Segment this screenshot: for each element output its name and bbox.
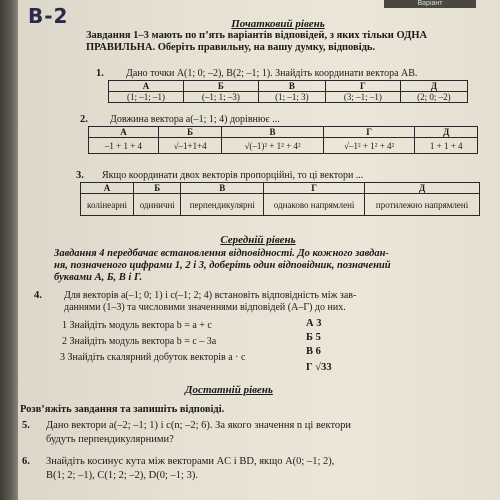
q4-text-line1: Для векторів a(–1; 0; 1) і c(–1; 2; 4) встановіть відповідність між зав- <box>64 290 357 301</box>
q2-header-a: А <box>89 127 159 138</box>
level3-instruction: Розв’яжіть завдання та запишіть відповіді. <box>20 404 225 415</box>
q5-number: 5. <box>22 420 30 431</box>
q3-answer-v[interactable]: перпендикулярні <box>181 194 264 216</box>
level1-instruction-line2: ПРАВИЛЬНА. Оберіть правильну, на вашу думку, відповідь. <box>86 42 376 53</box>
worksheet-page <box>18 0 500 500</box>
q1-header-b: Б <box>183 81 258 92</box>
q6-text-line1: Знайдіть косинус кута між векторами AC і BD, якщо A(0; –1; 2), <box>46 456 335 467</box>
q1-answer-table <box>108 80 468 103</box>
q1-number: 1. <box>96 68 104 79</box>
q2-answer-a[interactable]: –1 + 1 + 4 <box>89 138 159 154</box>
q6-text-line2: B(1; 2; –1), C(1; 2; –2), D(0; –1; 3). <box>46 470 198 481</box>
level2-instruction-line2: ня, позначеного цифрами 1, 2 і 3, доберіть один відповідник, позначений <box>54 260 391 271</box>
top-tag: Варіант <box>384 0 476 8</box>
variant-label: В-2 <box>28 4 69 28</box>
q1-answer-b[interactable]: (–1; 1; –3) <box>183 92 258 103</box>
q2-header-v: В <box>222 127 324 138</box>
page-edge-shadow <box>0 0 18 500</box>
q3-text: Якщо координати двох векторів пропорційні, то ці вектори ... <box>102 170 364 181</box>
level2-title: Середній рівень <box>220 234 296 246</box>
q2-header-h: Г <box>323 127 415 138</box>
level2-instruction-line3: буквами А, Б, В і Г. <box>54 272 143 283</box>
q3-header-h: Г <box>264 183 365 194</box>
q1-text: Дано точки A(1; 0; –2), B(2; –1; 1). Знайдіть координати вектора AB. <box>126 68 418 79</box>
q3-answer-d[interactable]: протилежно напрямлені <box>365 194 480 216</box>
q4-option-h[interactable]: Г √33 <box>306 362 332 373</box>
q2-answer-b[interactable]: √–1+1+4 <box>158 138 221 154</box>
q1-answer-v[interactable]: (1; –1; 3) <box>258 92 325 103</box>
q4-option-b[interactable]: Б 5 <box>306 332 321 343</box>
q6-number: 6. <box>22 456 30 467</box>
level1-title: Початковий рівень <box>231 18 325 30</box>
q4-text-line2: даннями (1–3) та числовими значеннями відповідей (А–Г) до них. <box>64 302 346 313</box>
q4-item-1: 1 Знайдіть модуль вектора b = a + c <box>62 320 212 331</box>
q3-answer-b[interactable]: одиничні <box>134 194 181 216</box>
q3-header-d: Д <box>365 183 480 194</box>
q2-number: 2. <box>80 114 88 125</box>
q4-item-2: 2 Знайдіть модуль вектора b = c – 3a <box>62 336 217 347</box>
q1-header-a: А <box>109 81 184 92</box>
q4-option-v[interactable]: В 6 <box>306 346 321 357</box>
q5-text-line2: будуть перпендикулярними? <box>46 434 174 445</box>
q1-answer-a[interactable]: (1; –1; –1) <box>109 92 184 103</box>
q3-number: 3. <box>76 170 84 181</box>
level3-title: Достатній рівень <box>185 384 273 396</box>
q4-option-a[interactable]: А 3 <box>306 318 322 329</box>
q3-header-a: А <box>81 183 134 194</box>
q3-header-b: Б <box>134 183 181 194</box>
q2-answer-table <box>88 126 478 154</box>
q4-item-3: 3 Знайдіть скалярний добуток векторів a · c <box>60 352 246 363</box>
q1-answer-d[interactable]: (2; 0; –2) <box>400 92 467 103</box>
q2-answer-v[interactable]: √(–1)² + 1² + 4² <box>222 138 324 154</box>
q3-header-v: В <box>181 183 264 194</box>
q2-text: Довжина вектора a(–1; 1; 4) дорівнює ... <box>110 114 280 125</box>
q2-answer-d[interactable]: 1 + 1 + 4 <box>415 138 478 154</box>
q1-header-d: Д <box>400 81 467 92</box>
q2-answer-h[interactable]: √–1² + 1² + 4² <box>323 138 415 154</box>
q3-answer-a[interactable]: колінеарні <box>81 194 134 216</box>
q2-header-b: Б <box>158 127 221 138</box>
q3-answer-h[interactable]: однаково напрямлені <box>264 194 365 216</box>
q3-answer-table <box>80 182 480 216</box>
q5-text-line1: Дано вектори a(–2; –1; 1) і c(n; –2; 6). За якого значення n ці вектори <box>46 420 352 431</box>
q1-answer-h[interactable]: (3; –1; –1) <box>325 92 400 103</box>
q1-header-v: В <box>258 81 325 92</box>
q2-header-d: Д <box>415 127 478 138</box>
level2-instruction-line1: Завдання 4 передбачає встановлення відповідності. До кожного завдан- <box>54 248 389 259</box>
q1-header-h: Г <box>325 81 400 92</box>
level1-instruction-line1: Завдання 1–3 мають по п’ять варіантів відповідей, з яких тільки ОДНА <box>86 30 428 41</box>
q4-number: 4. <box>34 290 42 301</box>
